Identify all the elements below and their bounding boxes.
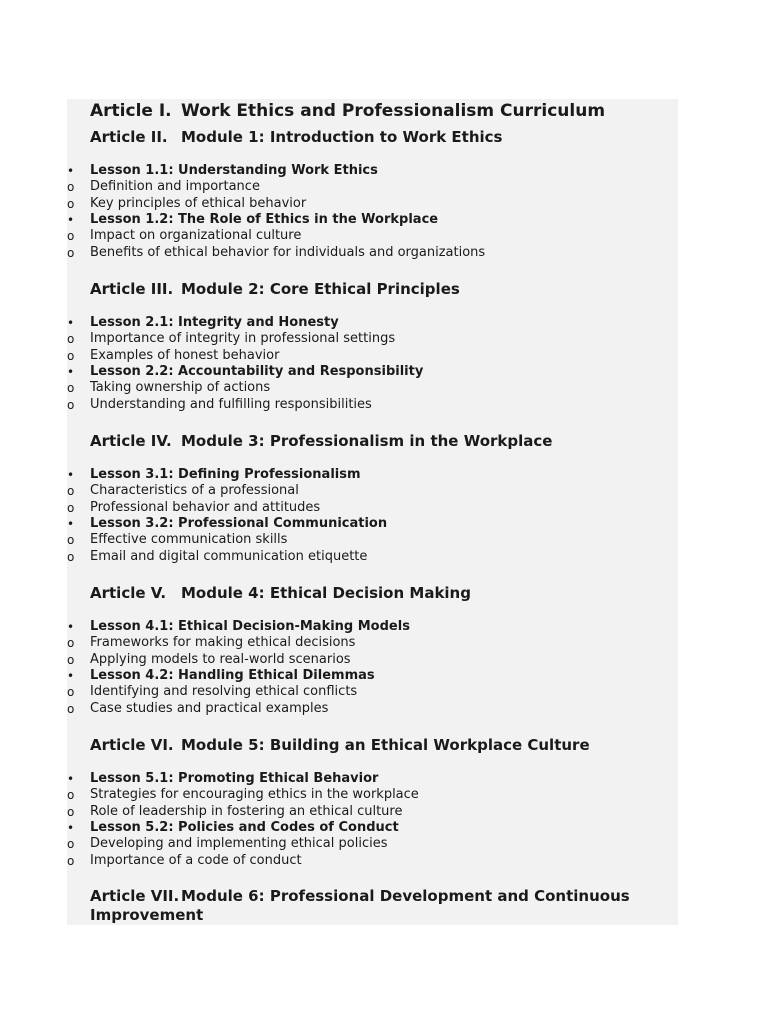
bullet-circle-icon: o <box>67 652 75 667</box>
topic-text: Characteristics of a professional <box>90 483 299 499</box>
topic-text: Impact on organizational culture <box>90 228 302 244</box>
module-heading <box>90 584 471 602</box>
topic-text: Taking ownership of actions <box>90 380 271 396</box>
bullet-dot-icon: • <box>67 316 75 330</box>
topic-text: Definition and importance <box>90 179 260 195</box>
bullet-circle-icon: o <box>67 196 75 211</box>
topic-text: Professional behavior and attitudes <box>90 499 321 515</box>
topic-text: Applying models to real-world scenarios <box>90 651 351 667</box>
module-heading <box>90 887 650 925</box>
bullet-circle-icon: o <box>67 701 75 716</box>
bullet-circle-icon: o <box>67 332 75 347</box>
topic-text: Email and digital communication etiquette <box>90 548 368 564</box>
bullet-circle-icon: o <box>67 685 75 700</box>
lesson-title: Lesson 2.1: Integrity and Honesty <box>90 315 339 330</box>
lesson-title: Lesson 5.2: Policies and Codes of Conduct <box>90 819 399 835</box>
topic-text: Frameworks for making ethical decisions <box>90 635 356 651</box>
module-title: Module 2: Core Ethical Principles <box>181 280 460 298</box>
module-title: Module 4: Ethical Decision Making <box>181 584 471 602</box>
bullet-circle-icon: o <box>67 636 75 651</box>
document-title <box>90 101 605 121</box>
lesson-title: Lesson 1.2: The Role of Ethics in the Workplace <box>90 211 439 227</box>
bullet-circle-icon: o <box>67 853 75 868</box>
bullet-circle-icon: o <box>67 245 75 260</box>
bullet-circle-icon: o <box>67 381 75 396</box>
bullet-circle-icon: o <box>67 788 75 803</box>
bullet-dot-icon: • <box>67 668 75 683</box>
bullet-dot-icon: • <box>67 212 75 227</box>
topic-text: Developing and implementing ethical policies <box>90 836 388 852</box>
bullet-dot-icon: • <box>67 164 75 178</box>
bullet-circle-icon: o <box>67 397 75 412</box>
topic-text: Examples of honest behavior <box>90 347 280 363</box>
bullet-circle-icon: o <box>67 180 75 195</box>
title-text: Work Ethics and Professionalism Curriculum <box>181 101 606 121</box>
bullet-dot-icon: • <box>67 364 75 379</box>
module-title: Module 6: Professional Development and Continuous Improvement <box>90 887 630 924</box>
topic-text: Importance of integrity in professional settings <box>90 331 396 347</box>
lesson-title: Lesson 2.2: Accountability and Responsibility <box>90 363 424 379</box>
topic-text: Identifying and resolving ethical conflicts <box>90 684 358 700</box>
article-number: Article VI. <box>90 736 174 754</box>
topic-text: Importance of a code of conduct <box>90 852 302 868</box>
module-title: Module 1: Introduction to Work Ethics <box>181 128 503 146</box>
bullet-circle-icon: o <box>67 533 75 548</box>
lesson-title: Lesson 3.2: Professional Communication <box>90 515 388 531</box>
article-number: Article II. <box>90 128 168 146</box>
bullet-dot-icon: • <box>67 516 75 531</box>
article-number: Article IV. <box>90 432 172 450</box>
topic-text: Strategies for encouraging ethics in the workplace <box>90 787 419 803</box>
bullet-circle-icon: o <box>67 549 75 564</box>
article-number: Article III. <box>90 280 174 298</box>
topic-text: Key principles of ethical behavior <box>90 195 307 211</box>
article-number: Article V. <box>90 584 167 602</box>
lesson-title: Lesson 4.1: Ethical Decision-Making Models <box>90 619 410 634</box>
lesson-title: Lesson 4.2: Handling Ethical Dilemmas <box>90 667 375 683</box>
module-title: Module 3: Professionalism in the Workplace <box>181 432 553 450</box>
module-heading <box>90 280 460 298</box>
module-heading <box>90 432 552 450</box>
module-heading <box>90 128 502 146</box>
bullet-dot-icon: • <box>67 620 75 634</box>
lesson-title: Lesson 3.1: Defining Professionalism <box>90 467 361 482</box>
module-title: Module 5: Building an Ethical Workplace Culture <box>181 736 590 754</box>
topic-text: Case studies and practical examples <box>90 700 329 716</box>
bullet-circle-icon: o <box>67 837 75 852</box>
title-number: Article I. <box>90 101 172 121</box>
topic-text: Understanding and fulfilling responsibilities <box>90 396 372 412</box>
article-number: Article VII. <box>90 887 180 905</box>
bullet-circle-icon: o <box>67 348 75 363</box>
bullet-circle-icon: o <box>67 500 75 515</box>
bullet-circle-icon: o <box>67 229 75 244</box>
topic-text: Role of leadership in fostering an ethical culture <box>90 803 403 819</box>
lesson-title: Lesson 1.1: Understanding Work Ethics <box>90 163 378 178</box>
bullet-dot-icon: • <box>67 820 75 835</box>
bullet-circle-icon: o <box>67 804 75 819</box>
module-heading <box>90 736 590 754</box>
bullet-dot-icon: • <box>67 772 75 786</box>
lesson-title: Lesson 5.1: Promoting Ethical Behavior <box>90 771 379 786</box>
bullet-dot-icon: • <box>67 468 75 482</box>
topic-text: Benefits of ethical behavior for individuals and organizations <box>90 244 486 260</box>
bullet-circle-icon: o <box>67 484 75 499</box>
topic-text: Effective communication skills <box>90 532 288 548</box>
